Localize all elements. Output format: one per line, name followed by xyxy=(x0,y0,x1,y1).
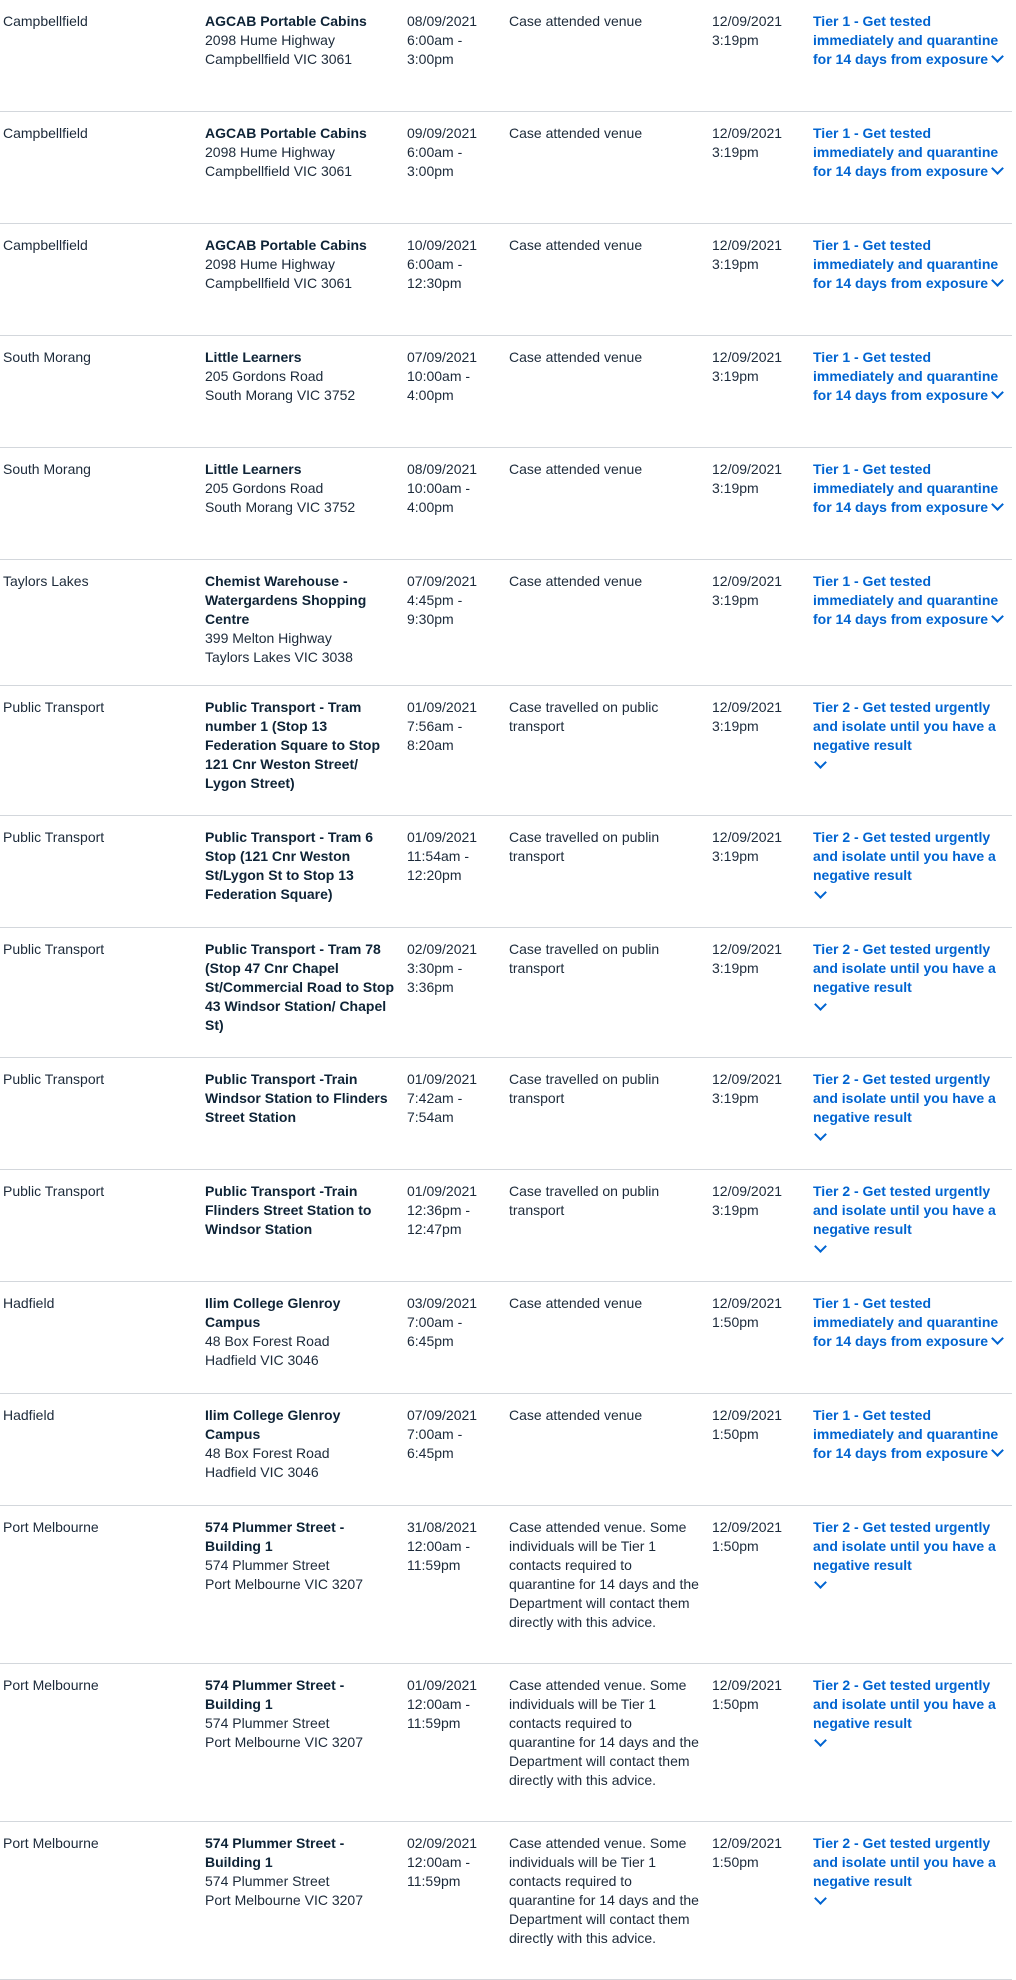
added-date: 12/09/2021 xyxy=(712,461,783,477)
suburb-cell: Port Melbourne xyxy=(3,1835,99,1851)
chevron-down-icon[interactable] xyxy=(991,610,1004,623)
exposure-date: 03/09/2021 xyxy=(407,1295,478,1311)
exposure-date: 02/09/2021 xyxy=(407,941,478,957)
site-cell xyxy=(205,236,395,293)
added-time: 3:19pm xyxy=(712,480,759,496)
health-advice-cell xyxy=(813,940,1008,1009)
health-advice-link[interactable] xyxy=(813,1183,1008,1251)
exposure-time-line: 3:00pm xyxy=(407,51,454,67)
site-name: Little Learners xyxy=(205,461,302,477)
chevron-down-icon[interactable] xyxy=(991,386,1004,399)
address-line: Campbellfield VIC 3061 xyxy=(205,163,353,179)
exposure-time-line: 9:30pm xyxy=(407,611,454,627)
exposure-time-line: 4:00pm xyxy=(407,499,454,515)
site-cell xyxy=(205,1294,395,1370)
notes-cell: Case attended venue. Some individuals will be Tier 1 contacts required to quarantine for 14 days and the Department will contact them directly with this advice. xyxy=(509,1835,699,1946)
added-time-cell xyxy=(712,1676,802,1714)
health-advice-link[interactable] xyxy=(813,573,1002,627)
suburb-cell: Hadfield xyxy=(3,1407,55,1423)
notes-cell: Case travelled on publin transport xyxy=(509,1183,660,1218)
health-advice-link[interactable] xyxy=(813,1407,1002,1461)
chevron-down-icon[interactable] xyxy=(814,1892,827,1905)
health-advice-link[interactable] xyxy=(813,1295,1002,1349)
site-cell xyxy=(205,1182,395,1239)
chevron-down-icon[interactable] xyxy=(991,1332,1004,1345)
health-advice-cell xyxy=(813,1182,1008,1251)
exposure-time-line: 3:30pm - xyxy=(407,960,463,976)
exposure-time-cell xyxy=(407,124,497,181)
notes-cell: Case attended venue xyxy=(509,237,643,253)
exposure-time-cell xyxy=(407,460,497,517)
address-line: 48 Box Forest Road xyxy=(205,1333,330,1349)
added-date: 12/09/2021 xyxy=(712,13,783,29)
notes-cell: Case attended venue xyxy=(509,1407,643,1423)
notes-cell: Case travelled on publin transport xyxy=(509,829,660,864)
health-advice-link[interactable] xyxy=(813,349,1002,403)
address-line: Hadfield VIC 3046 xyxy=(205,1464,319,1480)
health-advice-link[interactable] xyxy=(813,237,1002,291)
table-row xyxy=(0,224,1012,336)
exposure-time-line: 12:20pm xyxy=(407,867,462,883)
notes-cell: Case attended venue xyxy=(509,1295,643,1311)
exposure-time-line: 6:45pm xyxy=(407,1445,454,1461)
chevron-down-icon[interactable] xyxy=(814,1240,827,1253)
added-time: 3:19pm xyxy=(712,718,759,734)
added-time-cell xyxy=(712,572,802,610)
exposure-date: 01/09/2021 xyxy=(407,829,478,845)
site-name: 574 Plummer Street - Building 1 xyxy=(205,1835,345,1870)
health-advice-cell xyxy=(813,1406,1008,1463)
exposure-time-cell xyxy=(407,572,497,629)
exposure-date: 10/09/2021 xyxy=(407,237,478,253)
site-address xyxy=(205,1714,395,1752)
exposure-time-line: 7:00am - xyxy=(407,1314,463,1330)
suburb-cell: Public Transport xyxy=(3,699,105,715)
added-time: 3:19pm xyxy=(712,960,759,976)
added-time-cell xyxy=(712,940,802,978)
health-advice-link[interactable] xyxy=(813,699,1008,767)
exposure-time-cell xyxy=(407,940,497,997)
exposure-time-line: 3:36pm xyxy=(407,979,454,995)
site-name: AGCAB Portable Cabins xyxy=(205,125,367,141)
table-row xyxy=(0,1170,1012,1282)
address-line: Campbellfield VIC 3061 xyxy=(205,275,353,291)
chevron-down-icon[interactable] xyxy=(991,1444,1004,1457)
table-row xyxy=(0,1664,1012,1822)
table-row xyxy=(0,1822,1012,1980)
added-time: 1:50pm xyxy=(712,1314,759,1330)
site-cell xyxy=(205,1070,395,1127)
site-cell xyxy=(205,348,395,405)
exposure-time-cell xyxy=(407,1676,497,1733)
exposure-time-cell xyxy=(407,348,497,405)
exposure-time-line: 12:30pm xyxy=(407,275,462,291)
health-advice-text: Tier 1 - Get tested immediately and quarantine for 14 days from exposure xyxy=(813,573,999,627)
exposure-time-line: 6:45pm xyxy=(407,1333,454,1349)
exposure-time-line: 7:42am - xyxy=(407,1090,463,1106)
exposure-time-line: 6:00am - xyxy=(407,256,463,272)
table-row xyxy=(0,112,1012,224)
added-date: 12/09/2021 xyxy=(712,1183,783,1199)
added-date: 12/09/2021 xyxy=(712,1519,783,1535)
exposure-time-cell xyxy=(407,12,497,69)
health-advice-cell xyxy=(813,460,1008,517)
exposure-time-line: 6:00am - xyxy=(407,144,463,160)
added-time: 1:50pm xyxy=(712,1538,759,1554)
health-advice-text: Tier 2 - Get tested urgently and isolate until you have a negative result xyxy=(813,829,996,883)
site-name: Public Transport - Tram 6 Stop (121 Cnr Weston St/Lygon St to Stop 13 Federation Square) xyxy=(205,829,374,902)
suburb-cell: Port Melbourne xyxy=(3,1519,99,1535)
health-advice-cell xyxy=(813,1676,1008,1745)
exposure-time-line: 10:00am - xyxy=(407,368,471,384)
exposure-time-cell xyxy=(407,236,497,293)
exposure-time-cell xyxy=(407,828,497,885)
exposure-date: 07/09/2021 xyxy=(407,573,478,589)
exposure-time-cell xyxy=(407,1518,497,1575)
added-time: 3:19pm xyxy=(712,32,759,48)
health-advice-cell xyxy=(813,572,1008,629)
health-advice-text: Tier 2 - Get tested urgently and isolate until you have a negative result xyxy=(813,699,996,753)
notes-cell: Case attended venue. Some individuals will be Tier 1 contacts required to quarantine for 14 days and the Department will contact them directly with this advice. xyxy=(509,1519,699,1630)
site-name: Ilim College Glenroy Campus xyxy=(205,1295,341,1330)
added-date: 12/09/2021 xyxy=(712,1295,783,1311)
added-time-cell xyxy=(712,1294,802,1332)
health-advice-text: Tier 2 - Get tested urgently and isolate until you have a negative result xyxy=(813,1183,996,1237)
exposure-date: 08/09/2021 xyxy=(407,13,478,29)
notes-cell: Case attended venue xyxy=(509,349,643,365)
health-advice-cell xyxy=(813,12,1008,69)
exposure-date: 07/09/2021 xyxy=(407,1407,478,1423)
chevron-down-icon[interactable] xyxy=(814,1128,827,1141)
exposure-time-line: 7:00am - xyxy=(407,1426,463,1442)
added-time-cell xyxy=(712,1518,802,1556)
added-date: 12/09/2021 xyxy=(712,1677,783,1693)
added-time: 3:19pm xyxy=(712,144,759,160)
health-advice-text: Tier 1 - Get tested immediately and quarantine for 14 days from exposure xyxy=(813,1295,999,1349)
health-advice-cell xyxy=(813,1834,1008,1903)
table-row xyxy=(0,686,1012,816)
chevron-down-icon[interactable] xyxy=(991,498,1004,511)
added-date: 12/09/2021 xyxy=(712,349,783,365)
address-line: 574 Plummer Street xyxy=(205,1557,330,1573)
address-line: Hadfield VIC 3046 xyxy=(205,1352,319,1368)
exposure-date: 01/09/2021 xyxy=(407,699,478,715)
address-line: 205 Gordons Road xyxy=(205,480,324,496)
chevron-down-icon[interactable] xyxy=(814,886,827,899)
notes-cell: Case travelled on publin transport xyxy=(509,1071,660,1106)
exposure-date: 07/09/2021 xyxy=(407,349,478,365)
health-advice-link[interactable] xyxy=(813,1519,1008,1587)
added-time: 1:50pm xyxy=(712,1854,759,1870)
health-advice-link[interactable] xyxy=(813,1071,1008,1139)
table-row xyxy=(0,1282,1012,1394)
health-advice-cell xyxy=(813,828,1008,897)
suburb-cell: Port Melbourne xyxy=(3,1677,99,1693)
exposure-date: 01/09/2021 xyxy=(407,1071,478,1087)
added-time-cell xyxy=(712,124,802,162)
suburb-cell: Campbellfield xyxy=(3,237,88,253)
site-name: Public Transport - Tram 78 (Stop 47 Cnr Chapel St/Commercial Road to Stop 43 Windsor Station/ Chapel St) xyxy=(205,941,395,1033)
health-advice-text: Tier 1 - Get tested immediately and quarantine for 14 days from exposure xyxy=(813,1407,999,1461)
added-time-cell xyxy=(712,12,802,50)
added-date: 12/09/2021 xyxy=(712,1407,783,1423)
health-advice-link[interactable] xyxy=(813,13,1002,67)
suburb-cell: Campbellfield xyxy=(3,125,88,141)
added-time: 3:19pm xyxy=(712,368,759,384)
site-cell xyxy=(205,828,395,904)
site-address xyxy=(205,1332,395,1370)
exposure-time-line: 12:00am - xyxy=(407,1854,471,1870)
chevron-down-icon[interactable] xyxy=(814,1576,827,1589)
exposure-time-line: 4:45pm - xyxy=(407,592,463,608)
added-time: 3:19pm xyxy=(712,256,759,272)
suburb-cell: Public Transport xyxy=(3,829,105,845)
suburb-cell: Taylors Lakes xyxy=(3,573,89,589)
exposure-time-line: 3:00pm xyxy=(407,163,454,179)
health-advice-cell xyxy=(813,124,1008,181)
address-line: 2098 Hume Highway xyxy=(205,32,335,48)
notes-cell: Case attended venue xyxy=(509,573,643,589)
exposure-time-cell xyxy=(407,1070,497,1127)
health-advice-text: Tier 1 - Get tested immediately and quarantine for 14 days from exposure xyxy=(813,349,999,403)
health-advice-link[interactable] xyxy=(813,1677,1008,1745)
exposure-time-line: 12:00am - xyxy=(407,1538,471,1554)
site-address xyxy=(205,367,395,405)
exposure-time-line: 4:00pm xyxy=(407,387,454,403)
notes-cell: Case attended venue. Some individuals will be Tier 1 contacts required to quarantine for 14 days and the Department will contact them directly with this advice. xyxy=(509,1677,699,1788)
site-name: Public Transport -Train Flinders Street Station to Windsor Station xyxy=(205,1183,372,1237)
site-address xyxy=(205,1444,395,1482)
exposure-time-line: 12:36pm - xyxy=(407,1202,471,1218)
suburb-cell: South Morang xyxy=(3,349,91,365)
added-time-cell xyxy=(712,1834,802,1872)
health-advice-link[interactable] xyxy=(813,1835,1008,1903)
address-line: Campbellfield VIC 3061 xyxy=(205,51,353,67)
site-address xyxy=(205,1556,395,1594)
site-cell xyxy=(205,460,395,517)
added-date: 12/09/2021 xyxy=(712,125,783,141)
added-time-cell xyxy=(712,1070,802,1108)
exposure-date: 02/09/2021 xyxy=(407,1835,478,1851)
notes-cell: Case travelled on publin transport xyxy=(509,941,660,976)
address-line: South Morang VIC 3752 xyxy=(205,387,356,403)
health-advice-text: Tier 1 - Get tested immediately and quarantine for 14 days from exposure xyxy=(813,13,999,67)
added-time: 3:19pm xyxy=(712,592,759,608)
added-time-cell xyxy=(712,460,802,498)
address-line: South Morang VIC 3752 xyxy=(205,499,356,515)
health-advice-cell xyxy=(813,1070,1008,1139)
site-cell xyxy=(205,1406,395,1482)
notes-cell: Case attended venue xyxy=(509,125,643,141)
site-cell xyxy=(205,572,395,667)
health-advice-cell xyxy=(813,348,1008,405)
health-advice-text: Tier 2 - Get tested urgently and isolate until you have a negative result xyxy=(813,1519,996,1573)
health-advice-cell xyxy=(813,698,1008,767)
chevron-down-icon[interactable] xyxy=(814,998,827,1011)
address-line: Port Melbourne VIC 3207 xyxy=(205,1892,363,1908)
exposure-time-line: 11:59pm xyxy=(407,1873,461,1889)
site-name: Public Transport -Train Windsor Station to Flinders Street Station xyxy=(205,1071,388,1125)
health-advice-text: Tier 1 - Get tested immediately and quarantine for 14 days from exposure xyxy=(813,461,999,515)
exposure-time-cell xyxy=(407,1834,497,1891)
site-name: Little Learners xyxy=(205,349,302,365)
table-row xyxy=(0,1058,1012,1170)
added-time-cell xyxy=(712,1182,802,1220)
exposure-time-line: 6:00am - xyxy=(407,32,463,48)
exposure-date: 01/09/2021 xyxy=(407,1677,478,1693)
added-date: 12/09/2021 xyxy=(712,1071,783,1087)
added-date: 12/09/2021 xyxy=(712,699,783,715)
exposure-time-line: 11:54am - xyxy=(407,848,469,864)
health-advice-text: Tier 2 - Get tested urgently and isolate until you have a negative result xyxy=(813,941,996,995)
exposure-time-line: 12:00am - xyxy=(407,1696,471,1712)
added-time-cell xyxy=(712,236,802,274)
address-line: 399 Melton Highway xyxy=(205,630,332,646)
address-line: 48 Box Forest Road xyxy=(205,1445,330,1461)
health-advice-link[interactable] xyxy=(813,125,1002,179)
exposure-time-line: 11:59pm xyxy=(407,1557,461,1573)
site-name: Public Transport - Tram number 1 (Stop 13 Federation Square to Stop 121 Cnr Weston Street/ Lygon Street) xyxy=(205,699,381,791)
added-time: 3:19pm xyxy=(712,1202,759,1218)
exposure-time-line: 12:47pm xyxy=(407,1221,462,1237)
address-line: 574 Plummer Street xyxy=(205,1873,330,1889)
health-advice-link[interactable] xyxy=(813,941,1008,1009)
table-row xyxy=(0,0,1012,112)
exposure-time-line: 7:56am - xyxy=(407,718,463,734)
notes-cell: Case travelled on public transport xyxy=(509,699,659,734)
suburb-cell: Public Transport xyxy=(3,941,105,957)
chevron-down-icon[interactable] xyxy=(991,274,1004,287)
exposure-time-line: 10:00am - xyxy=(407,480,471,496)
address-line: Port Melbourne VIC 3207 xyxy=(205,1576,363,1592)
chevron-down-icon[interactable] xyxy=(814,756,827,769)
site-cell xyxy=(205,12,395,69)
site-address xyxy=(205,255,395,293)
suburb-cell: Hadfield xyxy=(3,1295,55,1311)
address-line: Taylors Lakes VIC 3038 xyxy=(205,649,353,665)
health-advice-cell xyxy=(813,236,1008,293)
site-address xyxy=(205,479,395,517)
site-address xyxy=(205,143,395,181)
notes-cell: Case attended venue xyxy=(509,461,643,477)
chevron-down-icon[interactable] xyxy=(814,1734,827,1747)
chevron-down-icon[interactable] xyxy=(991,162,1004,175)
site-name: AGCAB Portable Cabins xyxy=(205,237,367,253)
table-row xyxy=(0,448,1012,560)
site-cell xyxy=(205,940,395,1035)
health-advice-text: Tier 2 - Get tested urgently and isolate until you have a negative result xyxy=(813,1677,996,1731)
site-name: Chemist Warehouse - Watergardens Shopping Centre xyxy=(205,573,367,627)
table-row xyxy=(0,560,1012,686)
address-line: Port Melbourne VIC 3207 xyxy=(205,1734,363,1750)
suburb-cell: Public Transport xyxy=(3,1183,105,1199)
added-date: 12/09/2021 xyxy=(712,573,783,589)
site-name: Ilim College Glenroy Campus xyxy=(205,1407,341,1442)
site-name: AGCAB Portable Cabins xyxy=(205,13,367,29)
health-advice-text: Tier 2 - Get tested urgently and isolate until you have a negative result xyxy=(813,1071,996,1125)
suburb-cell: Public Transport xyxy=(3,1071,105,1087)
site-address xyxy=(205,1872,395,1910)
exposure-date: 08/09/2021 xyxy=(407,461,478,477)
health-advice-text: Tier 2 - Get tested urgently and isolate until you have a negative result xyxy=(813,1835,996,1889)
added-date: 12/09/2021 xyxy=(712,237,783,253)
address-line: 2098 Hume Highway xyxy=(205,256,335,272)
site-name: 574 Plummer Street - Building 1 xyxy=(205,1519,345,1554)
exposure-date: 31/08/2021 xyxy=(407,1519,478,1535)
table-row xyxy=(0,336,1012,448)
address-line: 574 Plummer Street xyxy=(205,1715,330,1731)
exposure-time-line: 8:20am xyxy=(407,737,454,753)
health-advice-text: Tier 1 - Get tested immediately and quarantine for 14 days from exposure xyxy=(813,125,999,179)
added-time-cell xyxy=(712,1406,802,1444)
added-time: 1:50pm xyxy=(712,1696,759,1712)
table-row xyxy=(0,816,1012,928)
added-date: 12/09/2021 xyxy=(712,829,783,845)
suburb-cell: South Morang xyxy=(3,461,91,477)
site-name: 574 Plummer Street - Building 1 xyxy=(205,1677,345,1712)
health-advice-text: Tier 1 - Get tested immediately and quarantine for 14 days from exposure xyxy=(813,237,999,291)
added-date: 12/09/2021 xyxy=(712,1835,783,1851)
site-cell xyxy=(205,698,395,793)
site-address xyxy=(205,629,395,667)
table-row xyxy=(0,1394,1012,1506)
exposure-date: 09/09/2021 xyxy=(407,125,478,141)
site-cell xyxy=(205,124,395,181)
site-cell xyxy=(205,1676,395,1752)
added-time-cell xyxy=(712,828,802,866)
added-time: 3:19pm xyxy=(712,1090,759,1106)
health-advice-cell xyxy=(813,1518,1008,1587)
health-advice-link[interactable] xyxy=(813,829,1008,897)
address-line: 2098 Hume Highway xyxy=(205,144,335,160)
exposure-time-cell xyxy=(407,1294,497,1351)
site-address xyxy=(205,31,395,69)
address-line: 205 Gordons Road xyxy=(205,368,324,384)
exposure-time-line: 11:59pm xyxy=(407,1715,461,1731)
added-date: 12/09/2021 xyxy=(712,941,783,957)
site-cell xyxy=(205,1518,395,1594)
table-row xyxy=(0,1506,1012,1664)
exposure-time-cell xyxy=(407,1182,497,1239)
exposure-date: 01/09/2021 xyxy=(407,1183,478,1199)
exposure-time-line: 7:54am xyxy=(407,1109,454,1125)
added-time-cell xyxy=(712,698,802,736)
site-cell xyxy=(205,1834,395,1910)
notes-cell: Case attended venue xyxy=(509,13,643,29)
health-advice-link[interactable] xyxy=(813,461,1002,515)
added-time: 1:50pm xyxy=(712,1426,759,1442)
added-time: 3:19pm xyxy=(712,848,759,864)
added-time-cell xyxy=(712,348,802,386)
health-advice-cell xyxy=(813,1294,1008,1351)
table-row xyxy=(0,928,1012,1058)
exposure-time-cell xyxy=(407,698,497,755)
exposure-time-cell xyxy=(407,1406,497,1463)
chevron-down-icon[interactable] xyxy=(991,50,1004,63)
suburb-cell: Campbellfield xyxy=(3,13,88,29)
